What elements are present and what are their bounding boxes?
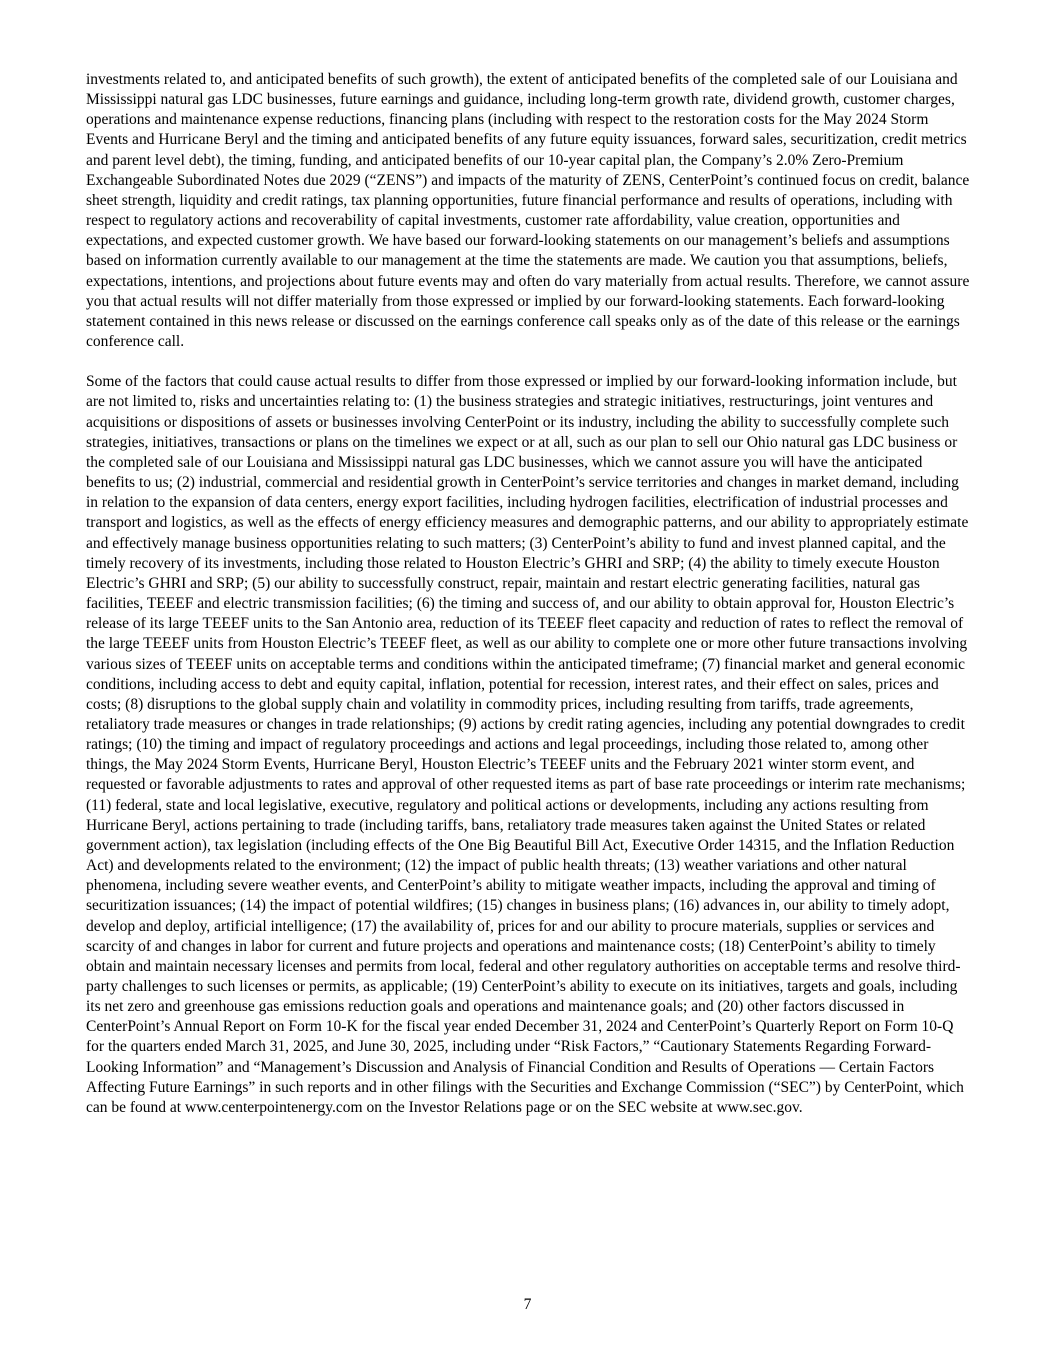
paragraph-forward-looking-statements: investments related to, and anticipated benefits of such growth), the extent of anticipated benefits of the completed sale of our Louisiana and Mississippi natural gas LDC businesses, future earnings and guidance, including long-term growth rate, dividend growth, customer charges, operations and maintenance expense reductions, financing plans (including with respect to the restoration costs for the May 2024 Storm Events and Hurricane Beryl and the timing and anticipated benefits of any future equity issuances, forward sales, securitization, credit metrics and parent level debt), the timing, funding, and anticipated benefits of our 10-year capital plan, the Company’s 2.0% Zero-Premium Exchangeable Subordinated Notes due 2029 (“ZENS”) and impacts of the maturity of ZENS, CenterPoint’s continued focus on credit, balance sheet strength, liquidity and credit ratings, tax planning opportunities, future financial performance and results of operations, including with respect to regulatory actions and recoverability of capital investments, customer rate affordability, value creation, opportunities and expectations, and expected customer growth. We have based our forward-looking statements on our management’s beliefs and assumptions based on information currently available to our management at the time the statements are made. We caution you that assumptions, beliefs, expectations, intentions, and projections about future events may and often do vary materially from actual results. Therefore, we cannot assure you that actual results will not differ materially from those expressed or implied by our forward-looking statements. Each forward-looking statement contained in this news release or discussed on the earnings conference call speaks only as of the date of this release or the earnings conference call. <box>86 71 970 351</box>
page-number: 7 <box>523 1296 532 1313</box>
paragraph-risk-factors: Some of the factors that could cause actual results to differ from those expressed or implied by our forward-looking information include, but are not limited to, risks and uncertainties relating to: (1) the business strategies and strategic initiatives, restructurings, joint ventures and acquisitions or dispositions of assets or businesses involving CenterPoint or its industry, including the ability to successfully complete such strategies, initiatives, transactions or plans on the timelines we expect or at all, such as our plan to sell our Ohio natural gas LDC business or the completed sale of our Louisiana and Mississippi natural gas LDC businesses, which we cannot assure you will have the anticipated benefits to us; (2) industrial, commercial and residential growth in CenterPoint’s service territories and changes in market demand, including in relation to the expansion of data centers, energy export facilities, including hydrogen facilities, electrification of industrial processes and transport and logistics, as well as the effects of energy efficiency measures and demographic patterns, and our ability to appropriately estimate and effectively manage business opportunities relating to such matters; (3) CenterPoint’s ability to fund and invest planned capital, and the timely recovery of its investments, including those related to Houston Electric’s GHRI and SRP; (4) the ability to timely execute Houston Electric’s GHRI and SRP; (5) our ability to successfully construct, repair, maintain and restart electric generating facilities, natural gas facilities, TEEEF and electric transmission facilities; (6) the timing and success of, and our ability to obtain approval for, Houston Electric’s release of its large TEEEF units to the San Antonio area, reduction of its TEEEF fleet capacity and reduction of rates to reflect the removal of the large TEEEF units from Houston Electric’s TEEEF fleet, as well as our ability to complete one or more other future transactions involving various sizes of TEEEF units on acceptable terms and conditions within the anticipated timeframe; (7) financial market and general economic conditions, including access to debt and equity capital, inflation, potential for recession, interest rates, and their effect on sales, prices and costs; (8) disruptions to the global supply chain and volatility in commodity prices, including resulting from tariffs, trade agreements, retaliatory trade measures or changes in trade relationships; (9) actions by credit rating agencies, including any potential downgrades to credit ratings; (10) the timing and impact of regulatory proceedings and actions and legal proceedings, including those related to, among other things, the May 2024 Storm Events, Hurricane Beryl, Houston Electric’s TEEEF units and the February 2021 winter storm event, and requested or favorable adjustments to rates and approval of other requested items as part of base rate proceedings or interim rate mechanisms; (11) federal, state and local legislative, executive, regulatory and political actions or developments, including any actions resulting from Hurricane Beryl, actions pertaining to trade (including tariffs, bans, retaliatory trade measures taken against the United States or related government action), tax legislation (including effects of the One Big Beautiful Bill Act, Executive Order 14315, and the Inflation Reduction Act) and developments related to the environment; (12) the impact of public health threats; (13) weather variations and other natural phenomena, including severe weather events, and CenterPoint’s ability to mitigate weather impacts, including the approval and timing of securitization issuances; (14) the impact of potential wildfires; (15) changes in business plans; (16) advances in, our ability to timely adopt, develop and deploy, artificial intelligence; (17) the availability of, prices for and our ability to procure materials, supplies or services and scarcity of and changes in labor for current and future projects and operations and maintenance costs; (18) CenterPoint’s ability to timely obtain and maintain necessary licenses and permits from local, federal and other regulatory authorities on acceptable terms and resolve third-party challenges to such licenses or permits, as applicable; (19) CenterPoint’s ability to execute on its initiatives, targets and goals, including its net zero and greenhouse gas emissions reduction goals and operations and maintenance goals; and (20) other factors discussed in CenterPoint’s Annual Report on Form 10-K for the fiscal year ended December 31, 2024 and CenterPoint’s Quarterly Report on Form 10-Q for the quarters ended March 31, 2025, and June 30, 2025, including under “Risk Factors,” “Cautionary Statements Regarding Forward-Looking Information” and “Management’s Discussion and Analysis of Financial Condition and Results of Operations — Certain Factors Affecting Future Earnings” in such reports and in other filings with the Securities and Exchange Commission (“SEC”) by CenterPoint, which can be found at www.centerpointenergy.com on the Investor Relations page or on the SEC website at www.sec.gov. <box>86 373 969 1116</box>
document-body <box>86 70 971 1138</box>
